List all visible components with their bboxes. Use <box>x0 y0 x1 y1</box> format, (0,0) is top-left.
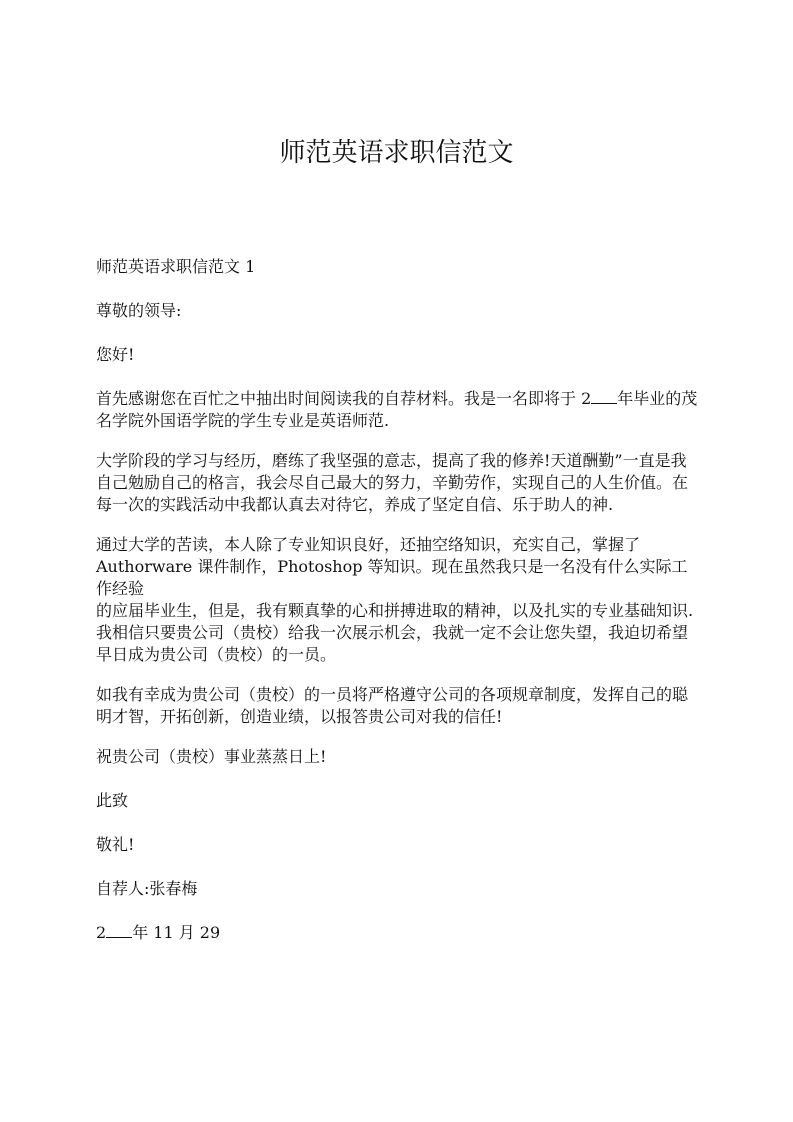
greeting: 您好! <box>96 345 135 364</box>
paragraph-line: 名学院外国语学院的学生专业是英语师范. <box>96 411 390 430</box>
paragraph-skills <box>96 534 698 666</box>
page-title: 师范英语求职信范文 <box>279 138 514 168</box>
date-line <box>96 922 698 944</box>
blank-underline <box>106 923 132 938</box>
paragraph-line: 早日成为贵公司（贵校）的一员。 <box>96 645 337 664</box>
closing-line-1: 此致 <box>96 791 129 810</box>
date-suffix: 年 11 月 29 <box>132 923 221 942</box>
date-prefix: 2 <box>96 923 107 942</box>
letter-subtitle: 师范英语求职信范文 1 <box>96 257 256 276</box>
paragraph-line: 的应届毕业生，但是，我有颗真挚的心和拼搏进取的精神，以及扎实的专业基础知识. <box>96 601 694 620</box>
paragraph-line: 如我有幸成为贵公司（贵校）的一员将严格遵守公司的各项规章制度，发挥自己的聪 <box>96 685 689 704</box>
paragraph-line: 通过大学的苦读，本人除了专业知识良好，还抽空络知识，充实自己，掌握了 <box>96 535 641 554</box>
salutation: 尊敬的领导: <box>96 301 182 320</box>
paragraph-line: Authorware 课件制作，Photoshop 等知识。现在虽然我只是一名没有什么实际工作经验 <box>96 557 688 598</box>
paragraph-line: 大学阶段的学习与经历，磨练了我坚强的意志，提高了我的修养!天道酬勤”一直是我 <box>96 451 687 470</box>
paragraph-intro <box>96 388 698 432</box>
paragraph-line <box>96 388 698 410</box>
paragraph-line: 自己勉励自己的格言，我会尽自己最大的努力，辛勤劳作，实现自己的人生价值。在 <box>96 473 689 492</box>
paragraph-university <box>96 450 698 516</box>
text-segment: 年毕业的茂 <box>617 389 698 408</box>
letter-body <box>96 256 698 966</box>
paragraph-line: 每一次的实践活动中我都认真去对待它，养成了坚定自信、乐于助人的神. <box>96 495 614 514</box>
paragraph-line: 我相信只要贵公司（贵校）给我一次展示机会，我就一定不会让您失望，我迫切希望 <box>96 623 689 642</box>
blank-underline <box>591 389 617 404</box>
closing-line-2: 敬礼! <box>96 835 135 854</box>
signature: 自荐人:张春梅 <box>96 879 198 898</box>
text-segment: 首先感谢您在百忙之中抽出时间阅读我的自荐材料。我是一名即将于 2 <box>96 389 592 408</box>
paragraph-line: 明才智，开拓创新，创造业绩，以报答贵公司对我的信任! <box>96 707 503 726</box>
wish-line: 祝贵公司（贵校）事业蒸蒸日上! <box>96 747 327 766</box>
paragraph-commitment <box>96 684 698 728</box>
